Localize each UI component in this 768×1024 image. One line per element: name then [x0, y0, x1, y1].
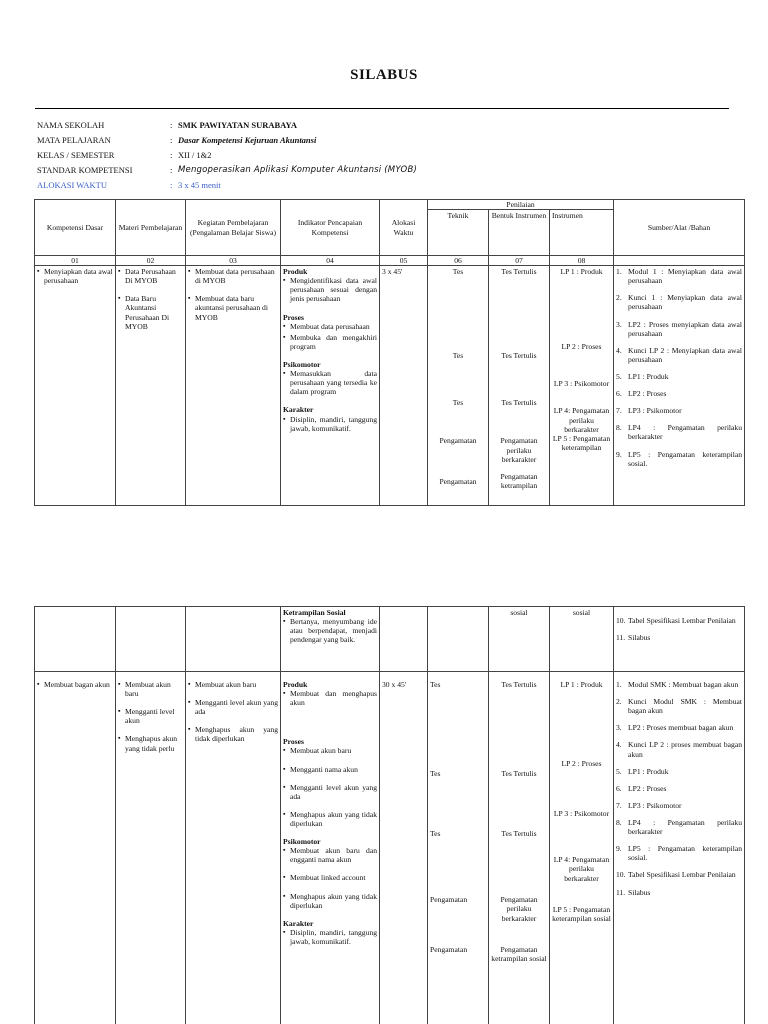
meta-label: MATA PELAJARAN — [37, 135, 111, 146]
teknik-value: Tes — [430, 680, 441, 689]
meta-value: Dasar Kompetensi Kejuruan Akuntansi — [178, 135, 317, 146]
materi-cell — [116, 266, 186, 506]
header-materi: Materi Pembelajaran — [116, 200, 186, 256]
col-num: 08 — [550, 256, 614, 266]
meta-row-alokasi — [37, 178, 637, 193]
kd-cell — [35, 607, 116, 672]
bentuk-value: Tes Tertulis — [501, 351, 537, 361]
col-num: 04 — [281, 256, 380, 266]
list-item: 11. Silabus — [616, 633, 651, 643]
silabus-table-page2 — [34, 606, 745, 1024]
meta-colon: : — [170, 150, 173, 161]
column-number-row — [35, 256, 745, 266]
col-num: 05 — [380, 256, 428, 266]
header-bentuk: Bentuk Instrumen — [489, 210, 550, 256]
bentuk-value: Pengamatan perilaku berkarakter — [500, 436, 538, 464]
col-num: 07 — [489, 256, 550, 266]
list-item: ▪ Membuat data perusahaan — [283, 322, 377, 331]
header-row — [35, 200, 745, 210]
kegiatan-cell — [186, 672, 281, 1024]
meta-value: SMK PAWIYATAN SURABAYA — [178, 120, 298, 131]
header-kegiatan: Kegiatan Pembelajaran (Pengalaman Belajar Siswa) — [186, 200, 281, 256]
list-item: ▪ Menghapus akun yang tidak diperlukan — [283, 810, 377, 828]
instrumen-value: LP 5 : Pengamatan keterampilan sosial — [552, 904, 611, 923]
list-item: 8. LP4 : Pengamatan perilaku berkarakter — [616, 817, 742, 837]
document-meta — [37, 118, 637, 193]
teknik-value: Tes — [452, 398, 464, 408]
page-title: SILABUS — [350, 67, 418, 83]
instrumen-value: LP 3 : Psikomotor — [553, 379, 610, 389]
instrumen-value: LP 1 : Produk — [560, 680, 603, 689]
list-item: ▪ Membuat bagan akun — [37, 680, 113, 689]
list-item: 10. Tabel Spesifikasi Lembar Penilaian — [616, 616, 736, 625]
teknik-value: Tes — [430, 829, 441, 839]
list-item: ▪ Membuka dan mengakhiri program — [283, 333, 377, 351]
indikator-heading: Ketrampilan Sosial — [283, 608, 346, 617]
instrumen-value: LP 2 : Proses — [561, 342, 602, 352]
teknik-cell — [428, 672, 489, 1024]
table-row — [35, 266, 745, 506]
list-item: ▪ Data Baru Akuntansi Perusahaan Di MYOB — [118, 294, 183, 330]
instrumen-value: LP 3 : Psikomotor — [553, 809, 610, 819]
list-item: 1. Modul 1 : Menyiapkan data awal perusahaan — [616, 267, 743, 286]
meta-label: NAMA SEKOLAH — [37, 120, 105, 131]
meta-value: 3 x 45 menit — [178, 180, 221, 191]
table-row — [35, 607, 745, 672]
title-divider — [35, 108, 729, 109]
list-item: 2. Kunci 1 : Menyiapkan data awal perusahaan — [616, 293, 743, 312]
header-penilaian: Penilaian — [428, 200, 614, 210]
teknik-value: Tes — [452, 267, 464, 277]
instrumen-value: LP 1 : Produk — [560, 267, 603, 277]
list-item: ▪ Disiplin, mandiri, tanggung jawab, komunikatif. — [283, 928, 377, 946]
instrumen-cell: sosial — [550, 607, 614, 672]
meta-colon: : — [170, 120, 173, 131]
teknik-value: Tes — [430, 769, 441, 779]
teknik-cell — [428, 266, 489, 506]
bentuk-value: Pengamatan ketrampilan — [500, 471, 538, 490]
header-teknik: Teknik — [428, 210, 489, 256]
instrumen-value: LP 4: Pengamatan perilaku berkarakter — [553, 406, 610, 434]
list-item: 6. LP2 : Proses — [616, 783, 667, 793]
meta-label: KELAS / SEMESTER — [37, 150, 115, 161]
list-item: 7. LP3 : Psikomotor — [616, 800, 682, 810]
alokasi-cell: 30 x 45' — [380, 672, 428, 1024]
list-item: ▪ Membuat akun baru dan engganti nama akun — [283, 846, 377, 864]
bentuk-cell: sosial — [489, 607, 550, 672]
indikator-heading: Karakter — [283, 405, 314, 415]
indikator-heading: Karakter — [283, 918, 314, 928]
list-item: 5. LP1 : Produk — [616, 371, 669, 381]
list-item: ▪ Mengidentifikasi data awal perusahaan sesuai dengan jenis perusahaan — [283, 276, 377, 303]
list-item: ▪ Menyiapkan data awal perusahaan — [37, 267, 113, 285]
meta-row-mapel — [37, 133, 637, 148]
bentuk-value: Pengamatan ketrampilan sosial — [491, 944, 547, 963]
list-item: 7. LP3 : Psikomotor — [616, 406, 682, 416]
teknik-value: Pengamatan — [439, 436, 477, 446]
indikator-heading: Psikomotor — [283, 837, 321, 847]
instrumen-value: LP 4: Pengamatan perilaku berkarakter — [553, 855, 610, 883]
col-num: 02 — [116, 256, 186, 266]
list-item: 4. Kunci LP 2 : proses membuat bagan akun — [616, 740, 742, 759]
kd-cell — [35, 672, 116, 1024]
list-item: ▪ Membuat akun baru — [188, 680, 278, 689]
header-kd: Kompetensi Dasar — [35, 200, 116, 256]
list-item: 2. Kunci Modul SMK : Membuat bagan akun — [616, 697, 742, 716]
instrumen-value: LP 5 : Pengamatan keterampilan — [552, 433, 611, 452]
bentuk-value: Tes Tertulis — [501, 769, 537, 779]
col-num: 01 — [35, 256, 116, 266]
list-item: ▪ Mengganti level akun yang ada — [283, 783, 377, 801]
header-sumber: Sumber/Alat /Bahan — [614, 200, 745, 256]
list-item: 4. Kunci LP 2 : Menyiapkan data awal perusahaan — [616, 345, 743, 364]
list-item: ▪ Membuat data baru akuntansi perusahaan di MYOB — [188, 294, 278, 321]
header-instrumen: Instrumen — [550, 210, 614, 256]
indikator-cell — [281, 607, 380, 672]
list-item: ▪ Membuat dan menghapus akun — [283, 689, 377, 707]
bentuk-value: Tes Tertulis — [501, 680, 537, 689]
list-item: ▪ Menghapus akun yang tidak diperlukan — [188, 725, 278, 743]
list-item: 10. Tabel Spesifikasi Lembar Penilaian — [616, 870, 736, 880]
meta-colon: : — [170, 135, 173, 146]
list-item: ▪ Bertanya, menyumbang ide atau berpendapat, menjadi pendengar yang baik. — [283, 617, 377, 644]
teknik-value: Tes — [452, 351, 464, 361]
list-item: ▪ Mengganti nama akun — [283, 765, 377, 774]
list-item: ▪ Membuat akun baru — [283, 746, 377, 755]
list-item: ▪ Mengganti level akun — [118, 707, 183, 725]
bentuk-value: Pengamatan perilaku berkarakter — [500, 895, 538, 923]
list-item: ▪ Menghapus akun yang tidak diperlukan — [283, 892, 377, 910]
teknik-cell — [428, 607, 489, 672]
kegiatan-cell — [186, 266, 281, 506]
indikator-heading: Produk — [283, 680, 308, 689]
list-item: 9. LP5 : Pengamatan keterampilan sosial. — [616, 449, 743, 468]
kd-cell — [35, 266, 116, 506]
meta-colon: : — [170, 180, 173, 191]
sumber-cell — [614, 672, 745, 1024]
alokasi-cell: 3 x 45' — [380, 266, 428, 506]
list-item: 8. LP4 : Pengamatan perilaku berkarakter — [616, 423, 743, 442]
table-row — [35, 672, 745, 1024]
bentuk-value: Tes Tertulis — [501, 829, 537, 839]
col-num: 06 — [428, 256, 489, 266]
teknik-value: Pengamatan — [430, 945, 468, 955]
list-item: 6. LP2 : Proses — [616, 389, 667, 399]
bentuk-value: Tes Tertulis — [501, 398, 537, 408]
list-item: 9. LP5 : Pengamatan keterampilan sosial. — [616, 844, 742, 863]
meta-row-sekolah — [37, 118, 637, 133]
list-item: 1. Modul SMK : Membuat bagan akun — [616, 680, 739, 689]
header-indikator: Indikator Pencapaian Kompetensi — [281, 200, 380, 256]
sumber-cell — [614, 607, 745, 672]
list-item: 5. LP1 : Produk — [616, 766, 669, 776]
meta-row-sk — [37, 163, 637, 178]
indikator-heading: Proses — [283, 737, 304, 747]
bentuk-cell — [489, 266, 550, 506]
meta-value: XII / 1&2 — [178, 150, 212, 161]
list-item: ▪ Mengganti level akun yang ada — [188, 698, 278, 716]
col-num: 03 — [186, 256, 281, 266]
instrumen-cell — [550, 266, 614, 506]
meta-value: Mengoperasikan Aplikasi Komputer Akuntansi (MYOB) — [178, 165, 417, 176]
list-item: ▪ Disiplin, mandiri, tanggung jawab, komunikatif. — [283, 415, 377, 433]
instrumen-value: LP 2 : Proses — [561, 759, 602, 769]
list-item: 11. Silabus — [616, 887, 651, 897]
list-item: ▪ Membuat data perusahaan di MYOB — [188, 267, 278, 285]
indikator-heading: Produk — [283, 267, 308, 277]
bentuk-value: Tes Tertulis — [501, 267, 537, 277]
list-item: 3. LP2 : Proses membuat bagan akun — [616, 723, 734, 733]
list-item: ▪ Membuat linked account — [283, 873, 377, 882]
teknik-value: Pengamatan — [430, 895, 468, 905]
silabus-table-page1 — [34, 199, 745, 506]
kegiatan-cell — [186, 607, 281, 672]
meta-colon: : — [170, 165, 173, 176]
header-alokasi: Alokasi Waktu — [380, 200, 428, 256]
list-item: ▪ Data Perusahaan Di MYOB — [118, 267, 183, 285]
bentuk-cell — [489, 672, 550, 1024]
col-num-blank — [614, 256, 745, 266]
materi-cell — [116, 672, 186, 1024]
indikator-heading: Psikomotor — [283, 359, 321, 369]
indikator-cell — [281, 672, 380, 1024]
meta-label: STANDAR KOMPETENSI — [37, 165, 133, 176]
meta-row-kelas — [37, 148, 637, 163]
indikator-heading: Proses — [283, 312, 304, 322]
list-item: ▪ Memasukkan data perusahaan yang tersedia ke dalam program — [283, 369, 377, 396]
materi-cell — [116, 607, 186, 672]
alokasi-cell — [380, 607, 428, 672]
list-item: ▪ Menghapus akun yang tidak perlu — [118, 734, 183, 752]
indikator-cell — [281, 266, 380, 506]
teknik-value: Pengamatan — [439, 476, 477, 486]
sumber-cell — [614, 266, 745, 506]
list-item: ▪ Membuat akun baru — [118, 680, 183, 698]
instrumen-cell — [550, 672, 614, 1024]
list-item: 3. LP2 : Proses menyiapkan data awal perusahaan — [616, 319, 743, 338]
meta-label: ALOKASI WAKTU — [37, 180, 107, 191]
